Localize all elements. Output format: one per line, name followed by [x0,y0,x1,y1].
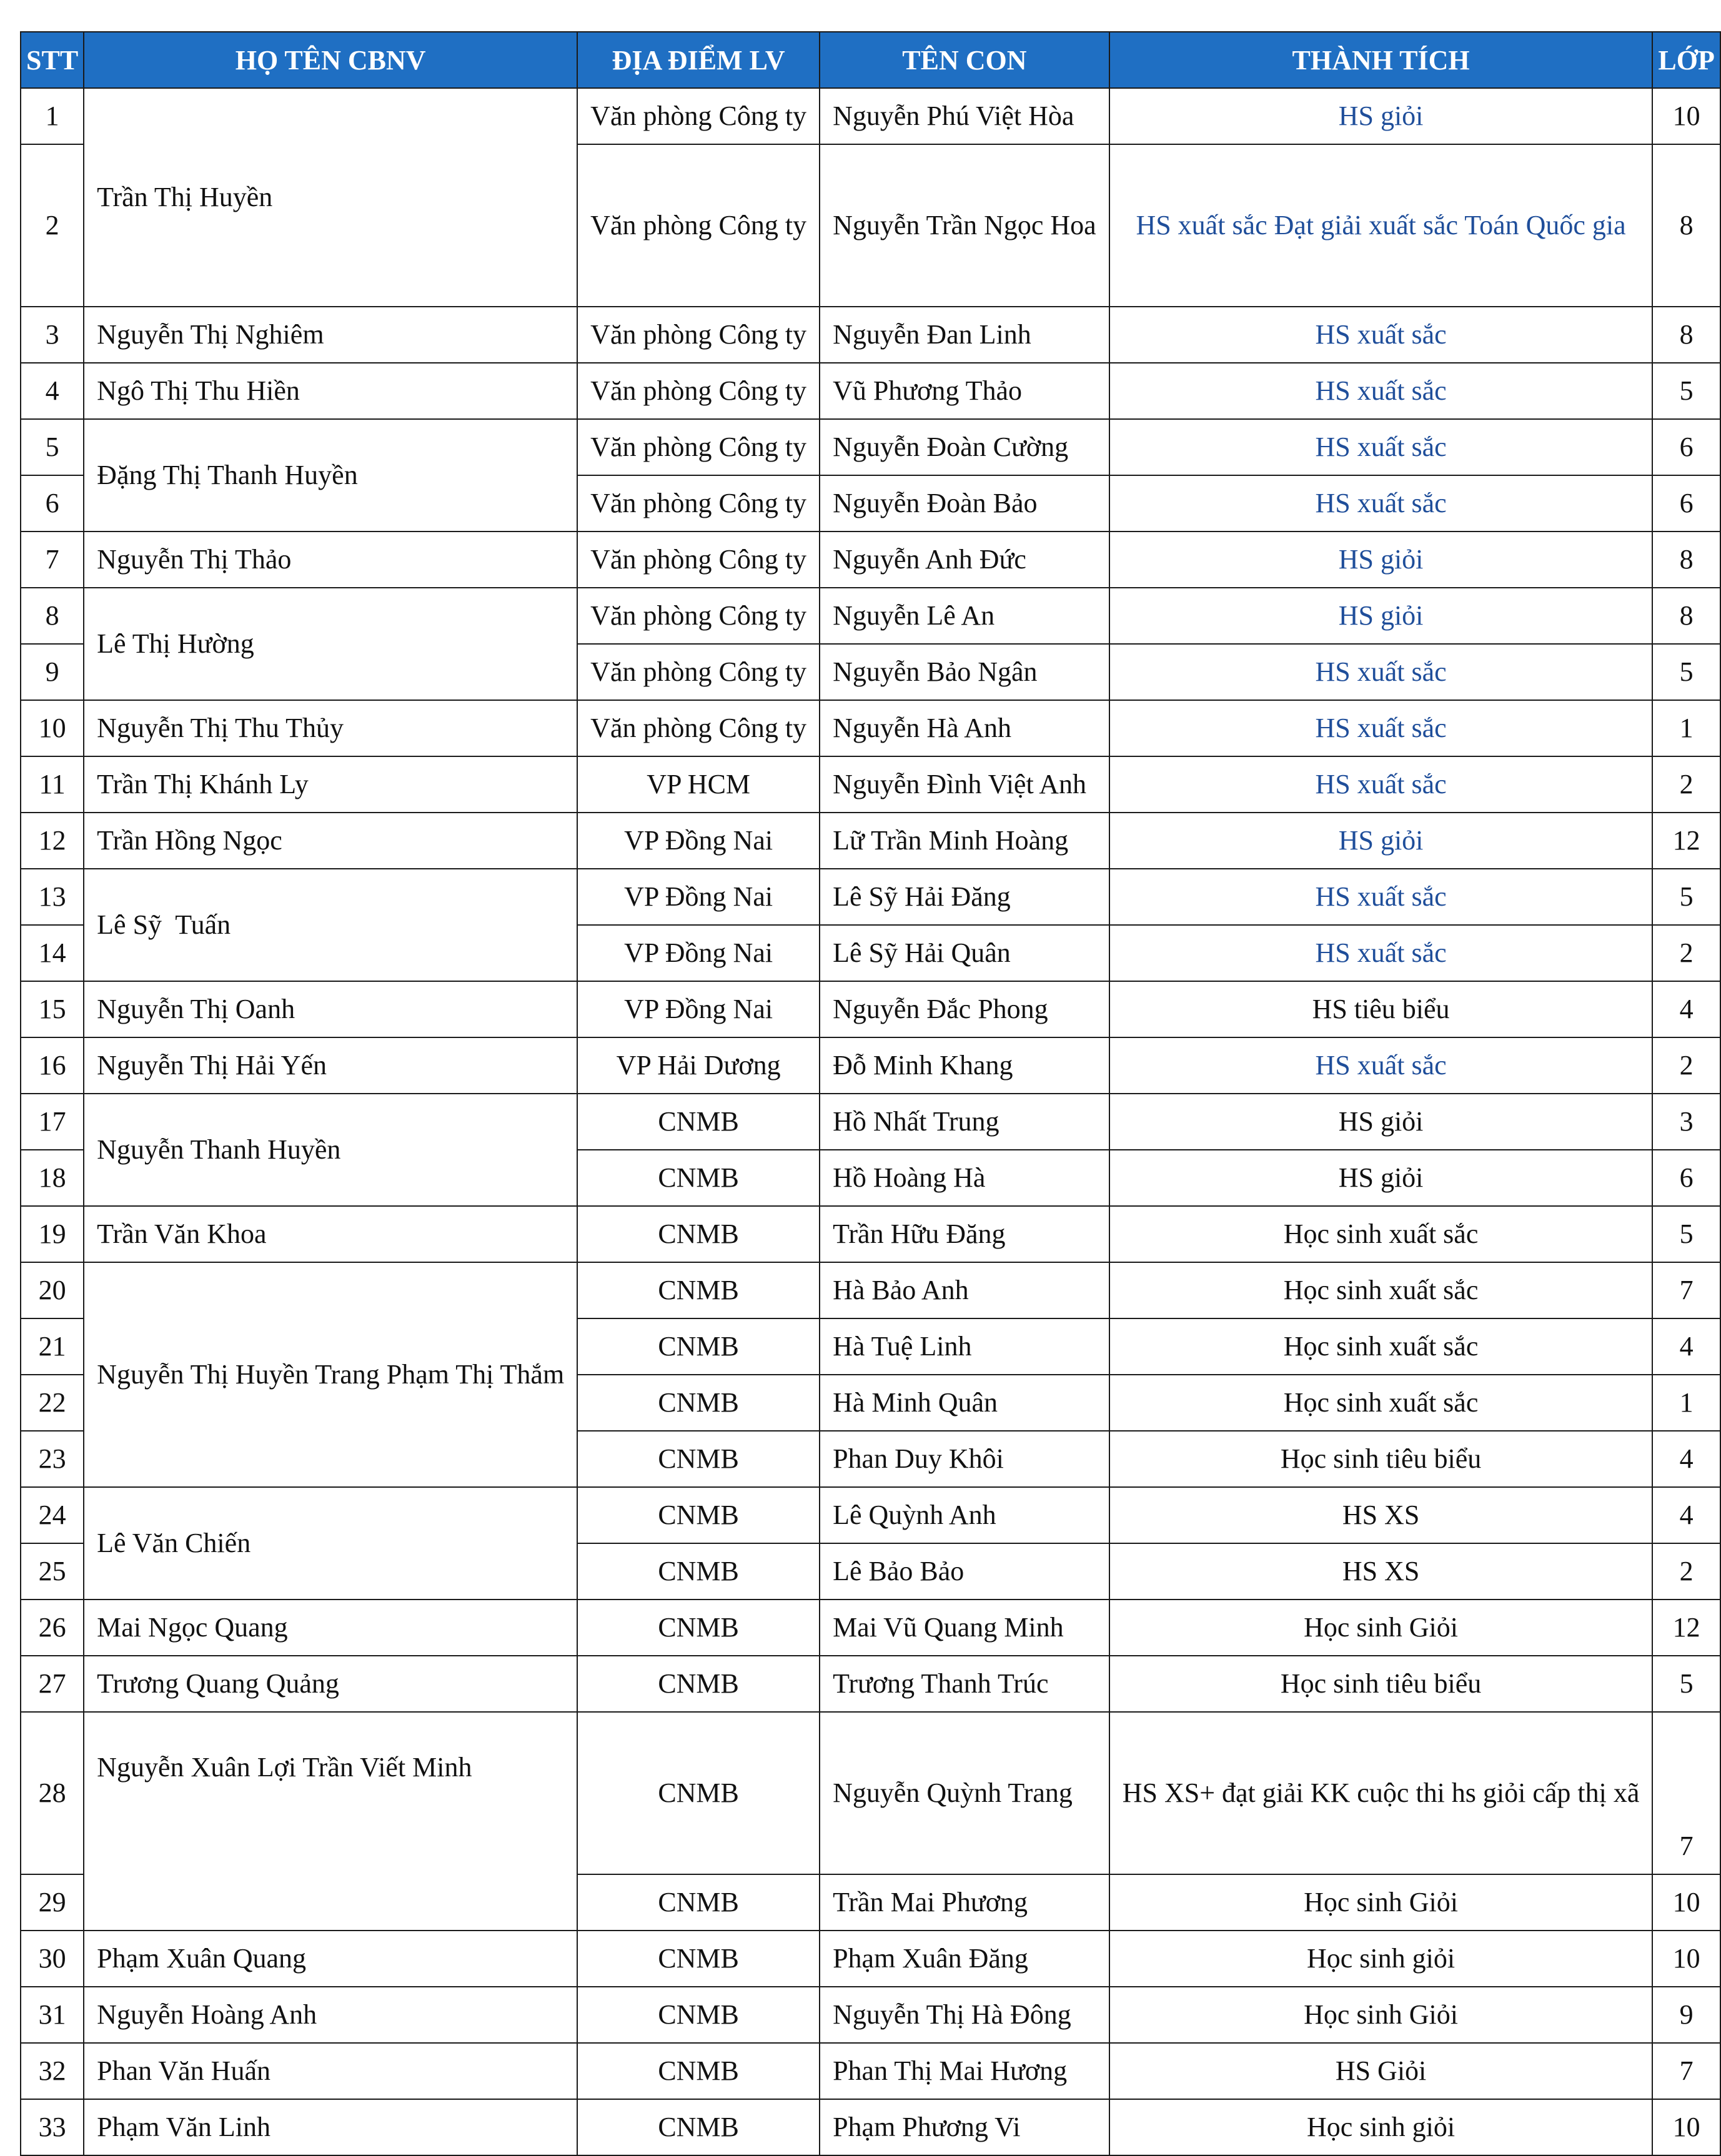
location-cell: CNMB [577,2099,820,2155]
grade-cell: 5 [1652,644,1720,700]
stt-cell: 6 [21,475,84,532]
achievement-cell: Học sinh tiêu biểu [1109,1656,1653,1712]
table-row [21,419,1720,475]
achievement-cell: HS xuất sắc [1109,307,1653,363]
table-row [21,2099,1720,2155]
stt-cell: 7 [21,532,84,588]
grade-cell: 4 [1652,1431,1720,1487]
grade-cell: 6 [1652,419,1720,475]
table-row [21,700,1720,756]
table-row [21,88,1720,144]
location-cell: CNMB [577,1150,820,1206]
stt-cell: 5 [21,419,84,475]
stt-cell: 19 [21,1206,84,1262]
child-name-cell: Lê Sỹ Hải Quân [820,925,1109,981]
achievement-cell: HS xuất sắc [1109,644,1653,700]
child-name-cell: Lữ Trần Minh Hoàng [820,813,1109,869]
employee-name-cell: Trần Văn Khoa [84,1206,577,1262]
achievement-cell: Học sinh giỏi [1109,2099,1653,2155]
employee-name-cell: Lê Sỹ Tuấn [84,869,577,981]
employee-name-cell: Lê Thị Hường [84,588,577,700]
stt-cell: 14 [21,925,84,981]
achievement-cell: HS xuất sắc Đạt giải xuất sắc Toán Quốc gia [1109,144,1653,307]
achievement-cell: HS giỏi [1109,532,1653,588]
child-name-cell: Hồ Nhất Trung [820,1094,1109,1150]
table-row [21,1206,1720,1262]
header-row [21,32,1720,88]
grade-cell: 6 [1652,1150,1720,1206]
header-achievement: THÀNH TÍCH [1109,32,1653,88]
grade-cell: 2 [1652,925,1720,981]
grade-cell: 1 [1652,700,1720,756]
stt-cell: 2 [21,144,84,307]
location-cell: CNMB [577,1262,820,1318]
employee-name-cell: Nguyễn Thanh Huyền [84,1094,577,1206]
stt-cell: 13 [21,869,84,925]
grade-cell: 5 [1652,1656,1720,1712]
child-name-cell: Hà Tuệ Linh [820,1318,1109,1375]
achievement-cell: HS giỏi [1109,813,1653,869]
stt-cell: 3 [21,307,84,363]
table-row [21,1987,1720,2043]
employee-name-cell: Phan Văn Huấn [84,2043,577,2099]
location-cell: CNMB [577,1987,820,2043]
child-name-cell: Nguyễn Đình Việt Anh [820,756,1109,813]
employee-name-cell: Mai Ngọc Quang [84,1600,577,1656]
location-cell: CNMB [577,2043,820,2099]
employee-name-cell: Lê Văn Chiến [84,1487,577,1600]
employee-name-cell: Nguyễn Hoàng Anh [84,1987,577,2043]
achievement-cell: Học sinh xuất sắc [1109,1318,1653,1375]
achievement-cell: Học sinh Giỏi [1109,1600,1653,1656]
employee-name-cell: Nguyễn Xuân Lợi Trần Viết Minh [84,1712,577,1931]
grade-cell: 4 [1652,1318,1720,1375]
grade-cell: 3 [1652,1094,1720,1150]
child-name-cell: Phạm Phương Vi [820,2099,1109,2155]
stt-cell: 32 [21,2043,84,2099]
child-name-cell: Nguyễn Anh Đức [820,532,1109,588]
child-name-cell: Vũ Phương Thảo [820,363,1109,419]
location-cell: CNMB [577,1487,820,1543]
table-row [21,1600,1720,1656]
stt-cell: 20 [21,1262,84,1318]
child-name-cell: Mai Vũ Quang Minh [820,1600,1109,1656]
grade-cell: 9 [1652,1987,1720,2043]
location-cell: Văn phòng Công ty [577,475,820,532]
grade-cell: 5 [1652,869,1720,925]
achievement-cell: Học sinh xuất sắc [1109,1375,1653,1431]
stt-cell: 27 [21,1656,84,1712]
employee-name-cell: Phạm Văn Linh [84,2099,577,2155]
stt-cell: 1 [21,88,84,144]
location-cell: Văn phòng Công ty [577,307,820,363]
location-cell: CNMB [577,1094,820,1150]
location-cell: CNMB [577,1874,820,1931]
employee-name-cell: Nguyễn Thị Nghiêm [84,307,577,363]
grade-cell: 4 [1652,1487,1720,1543]
child-name-cell: Nguyễn Đoàn Cường [820,419,1109,475]
child-name-cell: Đỗ Minh Khang [820,1037,1109,1094]
stt-cell: 30 [21,1931,84,1987]
grade-cell: 8 [1652,532,1720,588]
table-row [21,532,1720,588]
employee-name-cell: Nguyễn Thị Hải Yến [84,1037,577,1094]
child-name-cell: Nguyễn Phú Việt Hòa [820,88,1109,144]
child-name-cell: Trần Mai Phương [820,1874,1109,1931]
table-row [21,307,1720,363]
stt-cell: 28 [21,1712,84,1874]
stt-cell: 18 [21,1150,84,1206]
location-cell: CNMB [577,1543,820,1600]
stt-cell: 9 [21,644,84,700]
child-name-cell: Hồ Hoàng Hà [820,1150,1109,1206]
grade-cell: 12 [1652,813,1720,869]
location-cell: VP Đồng Nai [577,981,820,1037]
employee-name-cell: Nguyễn Thị Huyền Trang Phạm Thị Thắm [84,1262,577,1487]
employee-name-cell: Nguyễn Thị Thảo [84,532,577,588]
grade-cell: 8 [1652,307,1720,363]
table-row [21,588,1720,644]
achievement-cell: HS xuất sắc [1109,756,1653,813]
achievement-cell: Học sinh Giỏi [1109,1987,1653,2043]
achievement-cell: Học sinh giỏi [1109,1931,1653,1987]
grade-cell: 10 [1652,88,1720,144]
achievement-cell: HS giỏi [1109,588,1653,644]
table-row [21,756,1720,813]
grade-cell: 12 [1652,1600,1720,1656]
grade-cell: 5 [1652,363,1720,419]
achievement-cell: HS xuất sắc [1109,700,1653,756]
achievement-cell: HS xuất sắc [1109,869,1653,925]
child-name-cell: Lê Quỳnh Anh [820,1487,1109,1543]
location-cell: VP Đồng Nai [577,869,820,925]
achievement-cell: HS xuất sắc [1109,925,1653,981]
child-name-cell: Nguyễn Quỳnh Trang [820,1712,1109,1874]
location-cell: CNMB [577,1206,820,1262]
grade-cell: 2 [1652,1037,1720,1094]
stt-cell: 15 [21,981,84,1037]
child-name-cell: Phạm Xuân Đăng [820,1931,1109,1987]
location-cell: Văn phòng Công ty [577,700,820,756]
achievement-cell: HS xuất sắc [1109,363,1653,419]
child-name-cell: Lê Sỹ Hải Đăng [820,869,1109,925]
stt-cell: 10 [21,700,84,756]
stt-cell: 21 [21,1318,84,1375]
achievement-cell: Học sinh xuất sắc [1109,1262,1653,1318]
grade-cell: 2 [1652,756,1720,813]
table-row [21,1487,1720,1543]
achievement-cell: Học sinh tiêu biểu [1109,1431,1653,1487]
child-name-cell: Nguyễn Đắc Phong [820,981,1109,1037]
employee-name-cell: Trần Hồng Ngọc [84,813,577,869]
employee-name-cell: Trần Thị Khánh Ly [84,756,577,813]
location-cell: CNMB [577,1931,820,1987]
stt-cell: 29 [21,1874,84,1931]
achievement-cell: HS XS [1109,1487,1653,1543]
grade-cell: 8 [1652,588,1720,644]
child-name-cell: Trương Thanh Trúc [820,1656,1109,1712]
grade-cell: 10 [1652,1931,1720,1987]
stt-cell: 22 [21,1375,84,1431]
child-name-cell: Lê Bảo Bảo [820,1543,1109,1600]
employee-name-cell: Ngô Thị Thu Hiền [84,363,577,419]
grade-cell: 2 [1652,1543,1720,1600]
location-cell: Văn phòng Công ty [577,363,820,419]
location-cell: Văn phòng Công ty [577,644,820,700]
header-employee-name: HỌ TÊN CBNV [84,32,577,88]
location-cell: CNMB [577,1712,820,1874]
achievement-cell: HS xuất sắc [1109,1037,1653,1094]
table-row [21,869,1720,925]
child-name-cell: Phan Duy Khôi [820,1431,1109,1487]
child-name-cell: Nguyễn Lê An [820,588,1109,644]
stt-cell: 17 [21,1094,84,1150]
header-work-location: ĐỊA ĐIỂM LV [577,32,820,88]
achievement-cell: HS Giỏi [1109,2043,1653,2099]
child-name-cell: Nguyễn Hà Anh [820,700,1109,756]
grade-cell: 4 [1652,981,1720,1037]
achievement-cell: Học sinh Giỏi [1109,1874,1653,1931]
location-cell: VP Hải Dương [577,1037,820,1094]
stt-cell: 24 [21,1487,84,1543]
location-cell: VP Đồng Nai [577,925,820,981]
stt-cell: 11 [21,756,84,813]
achievement-cell: HS giỏi [1109,1150,1653,1206]
table-row [21,813,1720,869]
child-name-cell: Hà Minh Quân [820,1375,1109,1431]
stt-cell: 31 [21,1987,84,2043]
location-cell: Văn phòng Công ty [577,588,820,644]
achievement-cell: HS xuất sắc [1109,475,1653,532]
table-row [21,981,1720,1037]
grade-cell: 10 [1652,1874,1720,1931]
stt-cell: 4 [21,363,84,419]
table-row [21,1712,1720,1874]
achievement-cell: HS giỏi [1109,1094,1653,1150]
header-stt: STT [21,32,84,88]
location-cell: Văn phòng Công ty [577,144,820,307]
header-child-name: TÊN CON [820,32,1109,88]
grade-cell: 10 [1652,2099,1720,2155]
employee-name-cell: Đặng Thị Thanh Huyền [84,419,577,532]
stt-cell: 25 [21,1543,84,1600]
employee-name-cell: Phạm Xuân Quang [84,1931,577,1987]
table-row [21,1037,1720,1094]
achievement-cell: HS xuất sắc [1109,419,1653,475]
stt-cell: 12 [21,813,84,869]
grade-cell: 7 [1652,2043,1720,2099]
table-row [21,1656,1720,1712]
location-cell: CNMB [577,1318,820,1375]
grade-cell: 7 [1652,1712,1720,1874]
employee-name-cell: Nguyễn Thị Oanh [84,981,577,1037]
table-row [21,1262,1720,1318]
achievement-cell: Học sinh xuất sắc [1109,1206,1653,1262]
table-row [21,2043,1720,2099]
location-cell: Văn phòng Công ty [577,88,820,144]
child-name-cell: Nguyễn Đoàn Bảo [820,475,1109,532]
table-row [21,1094,1720,1150]
stt-cell: 16 [21,1037,84,1094]
stt-cell: 8 [21,588,84,644]
achievement-cell: HS tiêu biểu [1109,981,1653,1037]
employee-name-cell: Nguyễn Thị Thu Thủy [84,700,577,756]
location-cell: CNMB [577,1600,820,1656]
location-cell: VP HCM [577,756,820,813]
grade-cell: 6 [1652,475,1720,532]
location-cell: Văn phòng Công ty [577,532,820,588]
location-cell: Văn phòng Công ty [577,419,820,475]
child-name-cell: Hà Bảo Anh [820,1262,1109,1318]
location-cell: CNMB [577,1375,820,1431]
stt-cell: 33 [21,2099,84,2155]
location-cell: CNMB [577,1431,820,1487]
child-name-cell: Nguyễn Thị Hà Đông [820,1987,1109,2043]
location-cell: CNMB [577,1656,820,1712]
child-name-cell: Trần Hữu Đăng [820,1206,1109,1262]
child-name-cell: Nguyễn Đan Linh [820,307,1109,363]
child-name-cell: Phan Thị Mai Hương [820,2043,1109,2099]
grade-cell: 8 [1652,144,1720,307]
grade-cell: 7 [1652,1262,1720,1318]
employee-children-achievement-table [20,31,1721,2156]
table-row [21,1931,1720,1987]
achievement-cell: HS XS [1109,1543,1653,1600]
employee-name-cell: Trần Thị Huyền [84,88,577,307]
header-grade: LỚP [1652,32,1720,88]
stt-cell: 26 [21,1600,84,1656]
child-name-cell: Nguyễn Trần Ngọc Hoa [820,144,1109,307]
child-name-cell: Nguyễn Bảo Ngân [820,644,1109,700]
stt-cell: 23 [21,1431,84,1487]
table-row [21,363,1720,419]
achievement-cell: HS XS+ đạt giải KK cuộc thi hs giỏi cấp thị xã [1109,1712,1653,1874]
employee-name-cell: Trương Quang Quảng [84,1656,577,1712]
achievement-cell: HS giỏi [1109,88,1653,144]
grade-cell: 5 [1652,1206,1720,1262]
grade-cell: 1 [1652,1375,1720,1431]
location-cell: VP Đồng Nai [577,813,820,869]
